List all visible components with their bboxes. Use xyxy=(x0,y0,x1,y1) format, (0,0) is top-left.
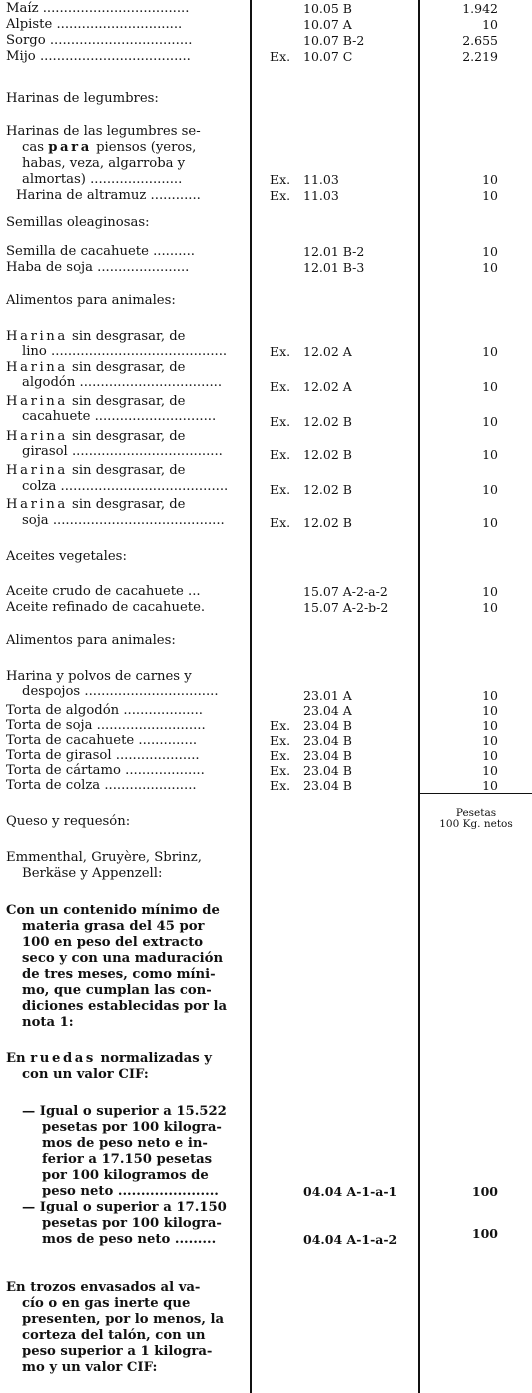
row-alpiste-code: 10.07 A xyxy=(303,17,352,32)
row-maiz-value: 1.942 xyxy=(462,1,498,16)
torta-cartamo-ex: Ex. xyxy=(270,763,291,778)
harina-girasol-ex: Ex. xyxy=(270,447,291,462)
torta-cacahuete-value: 10 xyxy=(482,733,498,748)
torta-cartamo-value: 10 xyxy=(482,763,498,778)
aceite-refinado-code: 15.07 A-2-b-2 xyxy=(303,600,389,615)
torta-cacahuete-ex: Ex. xyxy=(270,733,291,748)
torta-colza-value: 10 xyxy=(482,778,498,793)
harina-cacahuete-line-1: Harina sin desgrasar, de xyxy=(6,394,186,409)
harina-algodon-line-2: algodón .................................. xyxy=(22,375,223,390)
row-sorgo-label: Sorgo .................................. xyxy=(6,33,193,48)
contenido-line-7: diciones establecidas por la xyxy=(22,999,228,1014)
trozos-line-3: presenten, por lo menos, la xyxy=(22,1312,225,1327)
altramuz-code: 11.03 xyxy=(303,188,339,203)
legumbres-line-1: Harinas de las legumbres se- xyxy=(6,124,201,139)
harina-cacahuete-value: 10 xyxy=(482,414,498,429)
section-alimentos-animales-2: Alimentos para animales: xyxy=(6,633,176,648)
unit-header-line-2: 100 Kg. netos xyxy=(439,818,513,830)
section-semillas-oleaginosas: Semillas oleaginosas: xyxy=(6,215,150,230)
trozos-line-5: peso superior a 1 kilogra- xyxy=(22,1344,213,1359)
carnes-line-1: Harina y polvos de carnes y xyxy=(6,669,192,684)
harina-colza-code: 12.02 B xyxy=(303,482,352,497)
semilla-cacahuete-value: 10 xyxy=(482,244,498,259)
harina-algodon-line-1: Harina sin desgrasar, de xyxy=(6,360,186,375)
haba-soja-code: 12.01 B-3 xyxy=(303,260,365,275)
trozos-line-2: cío o en gas inerte que xyxy=(22,1296,191,1311)
harina-cacahuete-line-2: cacahuete ............................. xyxy=(22,409,217,424)
torta-soja-value: 10 xyxy=(482,718,498,733)
torta-cacahuete-label: Torta de cacahuete .............. xyxy=(6,733,198,748)
torta-cartamo-code: 23.04 B xyxy=(303,763,352,778)
haba-soja-label: Haba de soja ...................... xyxy=(6,260,190,275)
row-maiz-label: Maíz ................................... xyxy=(6,1,190,16)
igual1-line-2: pesetas por 100 kilogra- xyxy=(42,1120,222,1135)
torta-colza-ex: Ex. xyxy=(270,778,291,793)
harina-lino-value: 10 xyxy=(482,344,498,359)
carnes-code: 23.01 A xyxy=(303,688,352,703)
row-alpiste-label: Alpiste .............................. xyxy=(6,17,183,32)
emmenthal-line-2: Berkäse y Appenzell: xyxy=(22,866,163,881)
igual1-line-5: por 100 kilogramos de xyxy=(42,1168,209,1183)
row-alpiste-value: 10 xyxy=(482,17,498,32)
section-queso-requeson: Queso y requesón: xyxy=(6,814,131,829)
contenido-line-3: 100 en peso del extracto xyxy=(22,935,204,950)
harina-girasol-value: 10 xyxy=(482,447,498,462)
ruedas-line-1: En ruedas normalizadas y xyxy=(6,1051,212,1066)
contenido-line-6: mo, que cumplan las con- xyxy=(22,983,212,998)
legumbres-value: 10 xyxy=(482,172,498,187)
harina-colza-value: 10 xyxy=(482,482,498,497)
igual2-line-2: pesetas por 100 kilogra- xyxy=(42,1216,222,1231)
igual1-line-1: — Igual o superior a 15.522 xyxy=(22,1104,227,1119)
harina-soja-line-2: soja ......................................... xyxy=(22,513,225,528)
section-harinas-legumbres: Harinas de legumbres: xyxy=(6,91,159,106)
unit-header-line-1: Pesetas xyxy=(455,807,497,819)
column-rule-middle xyxy=(418,0,420,1393)
legumbres-ex: Ex. xyxy=(270,172,291,187)
trozos-line-4: corteza del talón, con un xyxy=(22,1328,206,1343)
torta-girasol-ex: Ex. xyxy=(270,748,291,763)
semilla-cacahuete-code: 12.01 B-2 xyxy=(303,244,365,259)
contenido-line-8: nota 1: xyxy=(22,1015,74,1030)
torta-colza-code: 23.04 B xyxy=(303,778,352,793)
harina-colza-line-1: Harina sin desgrasar, de xyxy=(6,463,186,478)
row-mijo-label: Mijo .................................... xyxy=(6,49,191,64)
altramuz-value: 10 xyxy=(482,188,498,203)
torta-algodon-value: 10 xyxy=(482,703,498,718)
harina-lino-line-1: Harina sin desgrasar, de xyxy=(6,329,186,344)
row-mijo-code: 10.07 C xyxy=(303,49,353,64)
harina-soja-value: 10 xyxy=(482,515,498,530)
harina-girasol-line-2: girasol .................................... xyxy=(22,444,223,459)
emmenthal-line-1: Emmenthal, Gruyère, Sbrinz, xyxy=(6,850,202,865)
contenido-line-4: seco y con una maduración xyxy=(22,951,224,966)
harina-soja-code: 12.02 B xyxy=(303,515,352,530)
row-mijo-ex: Ex. xyxy=(270,49,291,64)
harina-algodon-ex: Ex. xyxy=(270,379,291,394)
contenido-line-5: de tres meses, como míni- xyxy=(22,967,216,982)
harina-soja-line-1: Harina sin desgrasar, de xyxy=(6,497,186,512)
igual2-line-1: — Igual o superior a 17.150 xyxy=(22,1200,227,1215)
legumbres-code: 11.03 xyxy=(303,172,339,187)
aceite-crudo-label: Aceite crudo de cacahuete ... xyxy=(6,584,201,599)
torta-algodon-code: 23.04 A xyxy=(303,703,352,718)
altramuz-ex: Ex. xyxy=(270,188,291,203)
harina-colza-ex: Ex. xyxy=(270,482,291,497)
igual2-line-3: mos de peso neto ......... xyxy=(42,1232,217,1247)
section-alimentos-animales-1: Alimentos para animales: xyxy=(6,293,176,308)
carnes-value: 10 xyxy=(482,688,498,703)
harina-soja-ex: Ex. xyxy=(270,515,291,530)
harina-lino-code: 12.02 A xyxy=(303,344,352,359)
torta-girasol-value: 10 xyxy=(482,748,498,763)
column-rule-left xyxy=(250,0,252,1393)
igual1-line-6: peso neto ...................... xyxy=(42,1184,219,1199)
igual1-line-3: mos de peso neto e in- xyxy=(42,1136,208,1151)
harina-girasol-line-1: Harina sin desgrasar, de xyxy=(6,429,186,444)
aceite-crudo-code: 15.07 A-2-a-2 xyxy=(303,584,388,599)
torta-soja-ex: Ex. xyxy=(270,718,291,733)
haba-soja-value: 10 xyxy=(482,260,498,275)
torta-cacahuete-code: 23.04 B xyxy=(303,733,352,748)
legumbres-line-2: cas para piensos (yeros, xyxy=(22,140,197,155)
torta-cartamo-label: Torta de cártamo ................... xyxy=(6,763,205,778)
trozos-line-6: mo y un valor CIF: xyxy=(22,1360,158,1375)
harina-cacahuete-code: 12.02 B xyxy=(303,414,352,429)
row-maiz-code: 10.05 B xyxy=(303,1,352,16)
row-mijo-value: 2.219 xyxy=(462,49,498,64)
harina-algodon-value: 10 xyxy=(482,379,498,394)
row-sorgo-code: 10.07 B-2 xyxy=(303,33,365,48)
aceite-refinado-label: Aceite refinado de cacahuete. xyxy=(6,600,206,615)
contenido-line-2: materia grasa del 45 por xyxy=(22,919,205,934)
harina-girasol-code: 12.02 B xyxy=(303,447,352,462)
igual1-code: 04.04 A-1-a-1 xyxy=(303,1184,398,1199)
semilla-cacahuete-label: Semilla de cacahuete .......... xyxy=(6,244,195,259)
torta-algodon-label: Torta de algodón ................... xyxy=(6,703,203,718)
aceite-refinado-value: 10 xyxy=(482,600,498,615)
torta-soja-label: Torta de soja .......................... xyxy=(6,718,206,733)
carnes-line-2: despojos ................................ xyxy=(22,684,219,699)
unit-header-rule xyxy=(418,793,532,794)
torta-soja-code: 23.04 B xyxy=(303,718,352,733)
igual2-code: 04.04 A-1-a-2 xyxy=(303,1232,398,1247)
harina-lino-line-2: lino .......................................... xyxy=(22,344,228,359)
harina-lino-ex: Ex. xyxy=(270,344,291,359)
row-sorgo-value: 2.655 xyxy=(462,33,498,48)
section-aceites-vegetales: Aceites vegetales: xyxy=(6,549,127,564)
contenido-line-1: Con un contenido mínimo de xyxy=(6,903,220,918)
ruedas-line-2: con un valor CIF: xyxy=(22,1067,149,1082)
igual2-value: 100 xyxy=(471,1226,498,1241)
trozos-line-1: En trozos envasados al va- xyxy=(6,1280,201,1295)
torta-girasol-label: Torta de girasol .................... xyxy=(6,748,200,763)
igual1-line-4: ferior a 17.150 pesetas xyxy=(42,1152,213,1167)
aceite-crudo-value: 10 xyxy=(482,584,498,599)
altramuz-label: Harina de altramuz ............ xyxy=(16,188,201,203)
harina-colza-line-2: colza ........................................ xyxy=(22,479,229,494)
torta-colza-label: Torta de colza ...................... xyxy=(6,778,197,793)
harina-algodon-code: 12.02 A xyxy=(303,379,352,394)
legumbres-line-4: almortas) ...................... xyxy=(22,172,183,187)
torta-girasol-code: 23.04 B xyxy=(303,748,352,763)
legumbres-line-3: habas, veza, algarroba y xyxy=(22,156,186,171)
harina-cacahuete-ex: Ex. xyxy=(270,414,291,429)
igual1-value: 100 xyxy=(471,1184,498,1199)
